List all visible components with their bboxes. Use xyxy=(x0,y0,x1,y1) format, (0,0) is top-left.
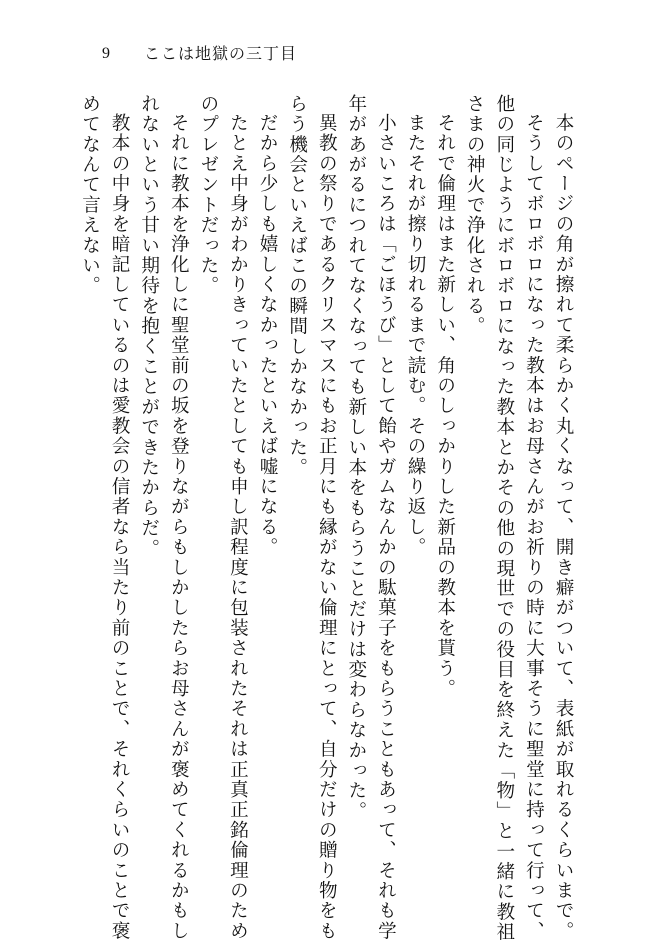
text-line: それで倫理はまた新しい、角のしっかりした新品の教本を貰う。 xyxy=(434,112,456,699)
text-line: たとえ中身がわかりきっていたとしても申し訳程度に包装されたそれは正真正銘倫理のため xyxy=(227,112,249,941)
text-line: めてなんて言えない。 xyxy=(79,94,101,296)
text-line: それに教本を浄化しに聖堂前の坂を登りながらもしかしたらお母さんが褒めてくれるかもし xyxy=(168,112,190,941)
text-line: 本のページの角が擦れて柔らかく丸くなって、開き癖がついて、表紙が取れるくらいまで。 xyxy=(553,112,574,941)
text-line: だから少しも嬉しくなかったといえば嘘になる。 xyxy=(257,112,279,557)
text-line: れないという甘い期待を抱くことができたからだ。 xyxy=(138,94,160,559)
page-number: 9 xyxy=(102,45,110,62)
chapter-title: ここは地獄の三丁目 xyxy=(144,44,298,63)
text-line: のプレゼントだった。 xyxy=(197,94,219,296)
text-line: 異教の祭りであるクリスマスにもお正月にも縁がない倫理にとって、自分だけの贈り物をも xyxy=(316,112,338,941)
text-line: さまの神火で浄化される。 xyxy=(464,94,486,337)
text-line: 小さいころは「ごほうび」として飴やガムなんかの駄菓子をもらうこともあって、それも学 xyxy=(375,112,397,941)
text-line: そうしてボロボロになった教本はお母さんがお祈りの時に大事そうに聖堂に持って行って、 xyxy=(523,112,545,941)
body-text xyxy=(75,94,578,942)
text-line: らう機会といえばこの瞬間しかなかった。 xyxy=(286,94,308,478)
text-line: 年があがるにつれてなくなっても新しい本をもらうことだけは変わらなかった。 xyxy=(345,94,367,822)
text-line: 他の同じようにボロボロになった教本とかその他の現世での役目を終えた「物」と一緒に教祖 xyxy=(493,94,515,942)
text-line: 教本の中身を暗記しているのは愛教会の信者なら当たり前のことで、それくらいのことで褒 xyxy=(109,112,131,941)
text-line: またそれが擦り切れるまで読む。その繰り返し。 xyxy=(405,112,427,557)
